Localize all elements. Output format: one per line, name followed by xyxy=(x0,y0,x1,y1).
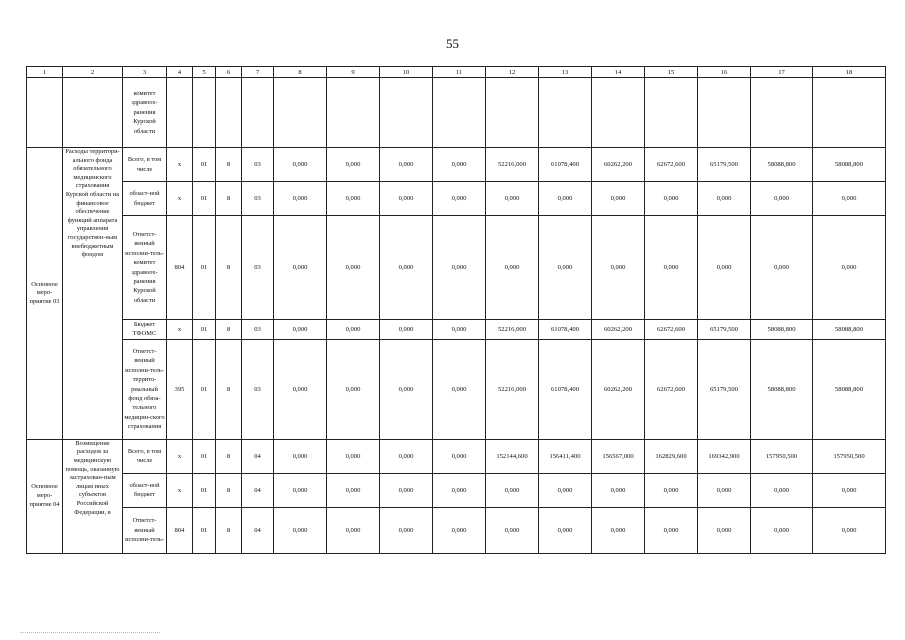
column-header: 14 xyxy=(592,67,645,78)
source-cell: Всего, в том числе xyxy=(123,148,167,182)
value-cell: 65179,500 xyxy=(698,339,751,439)
value-cell: 0,000 xyxy=(380,439,433,473)
value-cell: 61078,400 xyxy=(539,320,592,340)
value-cell: 52216,000 xyxy=(486,320,539,340)
value-cell: x xyxy=(167,148,193,182)
header-row xyxy=(27,67,886,78)
value-cell: 61078,400 xyxy=(539,339,592,439)
value-cell: 58088,800 xyxy=(751,339,813,439)
value-cell: 0,000 xyxy=(433,439,486,473)
value-cell: 0,000 xyxy=(592,216,645,320)
value-cell: 0,000 xyxy=(539,216,592,320)
table-row xyxy=(27,78,886,148)
value-cell: 0,000 xyxy=(274,320,327,340)
column-header: 5 xyxy=(193,67,216,78)
value-cell: 0,000 xyxy=(698,507,751,553)
value-cell: 0,000 xyxy=(327,473,380,507)
table-row xyxy=(27,148,886,182)
activity-name: Возмещение расходов за медицинскую помощь, оказанную застрахован-ным лицам иных субъектов Российской Федерации, в xyxy=(63,439,123,553)
value-cell: 0,000 xyxy=(433,507,486,553)
column-header: 7 xyxy=(242,67,274,78)
value-cell: 0,000 xyxy=(380,320,433,340)
source-cell: Ответст-венный исполни-тель-комитет здравоох-ранения Курской области xyxy=(123,216,167,320)
activity-cell xyxy=(27,78,63,148)
value-cell: 0,000 xyxy=(380,507,433,553)
value-cell: 0,000 xyxy=(486,473,539,507)
value-cell: 0,000 xyxy=(751,216,813,320)
budget-table xyxy=(26,66,886,554)
value-cell: 0,000 xyxy=(274,339,327,439)
table-row xyxy=(27,216,886,320)
value-cell: 58088,800 xyxy=(751,148,813,182)
column-header: 11 xyxy=(433,67,486,78)
column-header: 1 xyxy=(27,67,63,78)
value-cell: 0,000 xyxy=(813,182,886,216)
activity-04-group xyxy=(27,439,886,553)
value-cell: 0,000 xyxy=(486,182,539,216)
source-cell: Бюджет ТФОМС xyxy=(123,320,167,340)
activity-03-group xyxy=(27,148,886,440)
value-cell: 157950,500 xyxy=(813,439,886,473)
value-cell: 8 xyxy=(216,320,242,340)
column-header: 12 xyxy=(486,67,539,78)
table-row xyxy=(27,507,886,553)
value-cell: 0,000 xyxy=(433,473,486,507)
source-cell: Всего, в том числе xyxy=(123,439,167,473)
value-cell: 0,000 xyxy=(592,182,645,216)
value-cell: 0,000 xyxy=(327,439,380,473)
value-cell: 0,000 xyxy=(645,473,698,507)
value-cell: 04 xyxy=(242,507,274,553)
value-cell: 0,000 xyxy=(751,507,813,553)
source-cell: комитет здравоох-ранения Курской области xyxy=(123,78,167,148)
value-cell: 01 xyxy=(193,439,216,473)
value-cell: 0,000 xyxy=(813,473,886,507)
value-cell: 0,000 xyxy=(813,507,886,553)
table-row xyxy=(27,182,886,216)
column-header: 4 xyxy=(167,67,193,78)
value-cell: 0,000 xyxy=(380,339,433,439)
value-cell: 0,000 xyxy=(539,182,592,216)
value-cell: 01 xyxy=(193,507,216,553)
bottom-rule xyxy=(20,632,160,633)
value-cell: 156411,400 xyxy=(539,439,592,473)
value-cell: 58088,800 xyxy=(813,320,886,340)
value-cell: 60262,200 xyxy=(592,339,645,439)
value-cell: 0,000 xyxy=(433,148,486,182)
value-cell: 0,000 xyxy=(486,216,539,320)
value-cell: 01 xyxy=(193,473,216,507)
value-cell: 0,000 xyxy=(274,439,327,473)
value-cell: 65179,500 xyxy=(698,320,751,340)
column-header: 17 xyxy=(751,67,813,78)
table-row xyxy=(27,339,886,439)
value-cell: 156567,000 xyxy=(592,439,645,473)
value-cell: 8 xyxy=(216,473,242,507)
table-row xyxy=(27,439,886,473)
column-header: 15 xyxy=(645,67,698,78)
activity-label: Основное меро-приятие 03 xyxy=(27,148,63,440)
value-cell: 0,000 xyxy=(380,473,433,507)
value-cell: 58088,800 xyxy=(751,320,813,340)
activity-name: Расходы территори-ального фонда обязательного медицинского страхования Курской области на финансовое обеспечение функций аппарата управления государствен-ным внебюджетным фондом xyxy=(63,148,123,440)
value-cell: 0,000 xyxy=(274,216,327,320)
column-header: 13 xyxy=(539,67,592,78)
value-cell: 0,000 xyxy=(592,507,645,553)
value-cell: 0,000 xyxy=(327,216,380,320)
value-cell: 03 xyxy=(242,216,274,320)
column-header: 9 xyxy=(327,67,380,78)
column-header: 8 xyxy=(274,67,327,78)
column-header: 10 xyxy=(380,67,433,78)
value-cell: 0,000 xyxy=(327,182,380,216)
value-cell: 04 xyxy=(242,439,274,473)
value-cell: 8 xyxy=(216,148,242,182)
value-cell: 60262,200 xyxy=(592,320,645,340)
value-cell: 03 xyxy=(242,320,274,340)
value-cell: 8 xyxy=(216,216,242,320)
source-cell: Ответст-венный исполни-тель-террито-риальный фонд обяза-тельного медицин-ского страхования xyxy=(123,339,167,439)
value-cell: 8 xyxy=(216,182,242,216)
value-cell: x xyxy=(167,439,193,473)
value-cell: 0,000 xyxy=(433,182,486,216)
value-cell: 0,000 xyxy=(327,320,380,340)
column-header: 2 xyxy=(63,67,123,78)
value-cell: 0,000 xyxy=(274,148,327,182)
value-cell: 152144,600 xyxy=(486,439,539,473)
value-cell: 01 xyxy=(193,148,216,182)
value-cell: 0,000 xyxy=(486,507,539,553)
value-cell: 03 xyxy=(242,148,274,182)
value-cell: 0,000 xyxy=(698,182,751,216)
column-header: 18 xyxy=(813,67,886,78)
value-cell: 0,000 xyxy=(274,473,327,507)
value-cell: 0,000 xyxy=(380,148,433,182)
value-cell: 01 xyxy=(193,182,216,216)
activity-label: Основное меро-приятие 04 xyxy=(27,439,63,553)
value-cell: 8 xyxy=(216,507,242,553)
value-cell: 0,000 xyxy=(327,148,380,182)
value-cell: 62672,600 xyxy=(645,148,698,182)
value-cell: 52216,000 xyxy=(486,148,539,182)
value-cell: 804 xyxy=(167,216,193,320)
value-cell: 0,000 xyxy=(698,473,751,507)
source-cell: област-ной бюджет xyxy=(123,182,167,216)
source-cell: област-ной бюджет xyxy=(123,473,167,507)
value-cell: 8 xyxy=(216,339,242,439)
name-cell xyxy=(63,78,123,148)
column-header: 6 xyxy=(216,67,242,78)
value-cell: 58088,800 xyxy=(813,339,886,439)
value-cell: 0,000 xyxy=(380,216,433,320)
value-cell: 0,000 xyxy=(327,507,380,553)
source-cell: Ответст-венный исполни-тель- xyxy=(123,507,167,553)
value-cell: 0,000 xyxy=(751,473,813,507)
page-number: 55 xyxy=(446,36,459,51)
value-cell: 62672,600 xyxy=(645,320,698,340)
value-cell: x xyxy=(167,473,193,507)
value-cell: x xyxy=(167,320,193,340)
value-cell: 169342,900 xyxy=(698,439,751,473)
column-header: 3 xyxy=(123,67,167,78)
value-cell: 03 xyxy=(242,339,274,439)
value-cell: 0,000 xyxy=(592,473,645,507)
value-cell: 01 xyxy=(193,320,216,340)
value-cell: 0,000 xyxy=(274,507,327,553)
value-cell: 0,000 xyxy=(645,216,698,320)
value-cell: 0,000 xyxy=(433,339,486,439)
value-cell: 52216,000 xyxy=(486,339,539,439)
value-cell: 0,000 xyxy=(645,507,698,553)
value-cell: 03 xyxy=(242,182,274,216)
value-cell: 01 xyxy=(193,339,216,439)
value-cell: 0,000 xyxy=(380,182,433,216)
value-cell: 0,000 xyxy=(433,216,486,320)
value-cell: 04 xyxy=(242,473,274,507)
value-cell: 0,000 xyxy=(813,216,886,320)
value-cell: 0,000 xyxy=(751,182,813,216)
value-cell: x xyxy=(167,182,193,216)
value-cell: 0,000 xyxy=(327,339,380,439)
value-cell: 61078,400 xyxy=(539,148,592,182)
table-row xyxy=(27,320,886,340)
value-cell: 804 xyxy=(167,507,193,553)
value-cell: 395 xyxy=(167,339,193,439)
value-cell: 0,000 xyxy=(698,216,751,320)
value-cell: 62672,600 xyxy=(645,339,698,439)
value-cell: 8 xyxy=(216,439,242,473)
value-cell: 162829,600 xyxy=(645,439,698,473)
value-cell: 65179,500 xyxy=(698,148,751,182)
value-cell: 0,000 xyxy=(539,507,592,553)
table-row xyxy=(27,473,886,507)
value-cell: 0,000 xyxy=(539,473,592,507)
value-cell: 157950,500 xyxy=(751,439,813,473)
value-cell: 58088,800 xyxy=(813,148,886,182)
value-cell: 01 xyxy=(193,216,216,320)
value-cell: 60262,200 xyxy=(592,148,645,182)
value-cell: 0,000 xyxy=(645,182,698,216)
value-cell: 0,000 xyxy=(433,320,486,340)
value-cell: 0,000 xyxy=(274,182,327,216)
column-header: 16 xyxy=(698,67,751,78)
